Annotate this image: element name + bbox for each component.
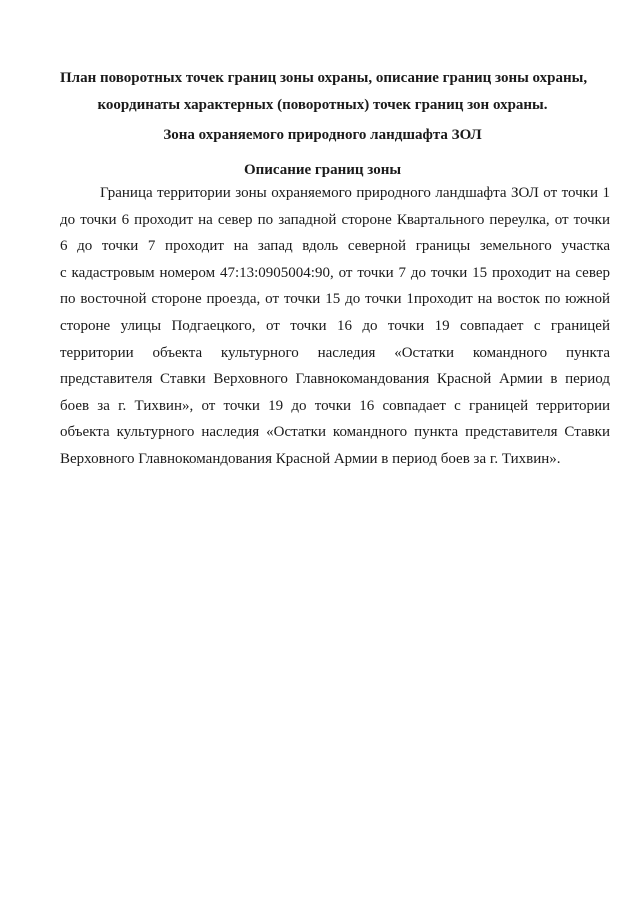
- paragraph-line: 6 до точки 7 проходит на запад вдоль северной границы земельного участка: [60, 238, 610, 255]
- paragraph-line: с кадастровым номером 47:13:0905004:90, от точки 7 до точки 15 проходит на север: [60, 264, 610, 281]
- boundary-description-paragraph: [60, 180, 610, 473]
- document-title: [60, 66, 588, 119]
- paragraph-line: Верховного Главнокомандования Красной Армии в период боев за г. Тихвин».: [60, 450, 561, 467]
- paragraph-line: боев за г. Тихвин», от точки 19 до точки 16 совпадает с границей территории: [60, 397, 610, 414]
- paragraph-line: объекта культурного наследия «Остатки командного пункта представителя Ставки: [60, 424, 610, 441]
- paragraph-line: до точки 6 проходит на север по западной стороне Квартального переулка, от точки: [60, 211, 610, 228]
- paragraph-line: по восточной стороне проезда, от точки 15 до точки 1проходит на восток по южной: [60, 291, 610, 308]
- document-title-line-2: координаты характерных (поворотных) точек границ зон охраны.: [97, 96, 548, 113]
- paragraph-line: Граница территории зоны охраняемого природного ландшафта ЗОЛ от точки 1: [100, 185, 610, 201]
- section-title: Описание границ зоны: [243, 162, 402, 178]
- document-title-line-1: План поворотных точек границ зоны охраны, описание границ зоны охраны,: [60, 70, 588, 86]
- paragraph-line: стороне улицы Подгаецкого, от точки 16 до точки 19 совпадает с границей: [60, 317, 610, 334]
- zone-title: Зона охраняемого природного ландшафта ЗОЛ: [163, 127, 482, 143]
- paragraph-line: представителя Ставки Верховного Главнокомандования Красной Армии в период: [60, 371, 610, 388]
- paragraph-line: территории объекта культурного наследия «Остатки командного пункта: [60, 344, 610, 361]
